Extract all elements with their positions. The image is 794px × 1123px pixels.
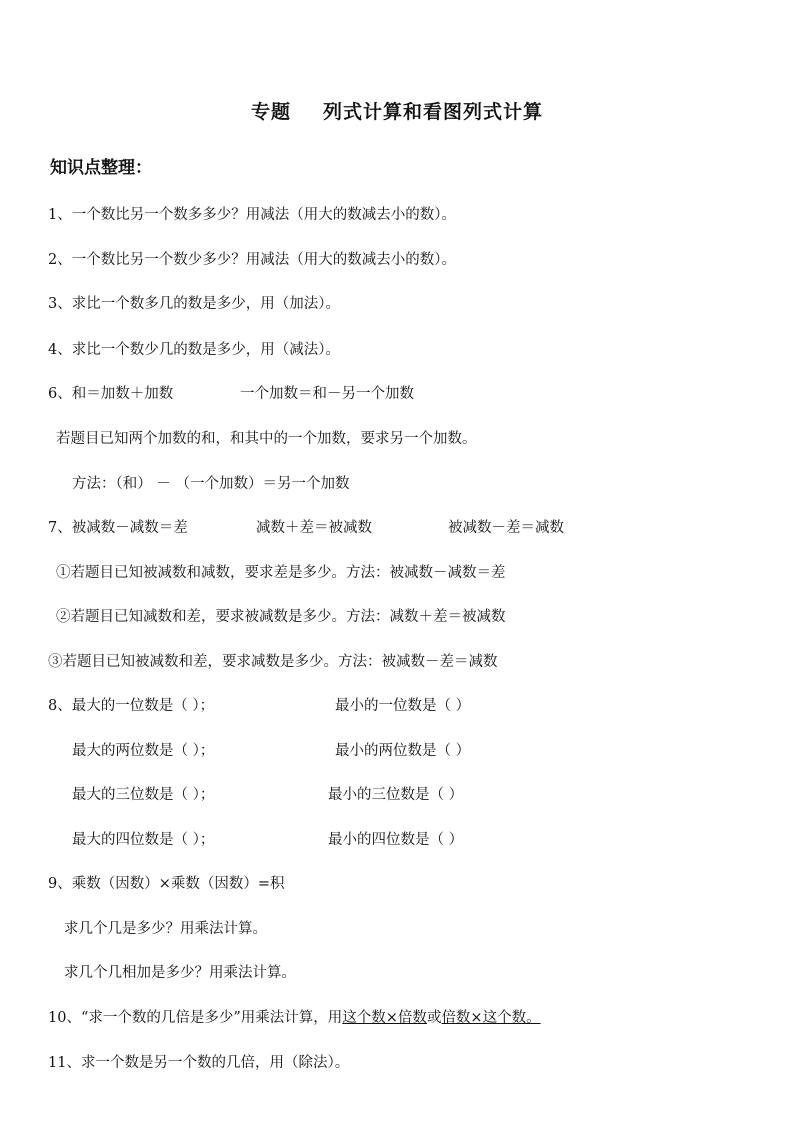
point-8-min-two-digit: 最小的两位数是（ ） <box>335 743 471 759</box>
point-9-rule-1: 求几个几是多少？用乘法计算。 <box>64 921 267 937</box>
point-8-min-three-digit: 最小的三位数是（ ） <box>328 787 464 803</box>
point-2: 2、一个数比另一个数少多少？用减法（用大的数减去小的数）。 <box>48 252 456 268</box>
point-7-case-2: ②若题目已知减数和差，要求被减数是多少。方法：减数＋差＝被减数 <box>56 609 506 625</box>
point-8-max-three-digit: 最大的三位数是（ ）； <box>72 787 215 803</box>
point-4: 4、求比一个数少几的数是多少，用（减法）。 <box>48 342 340 358</box>
point-8-max-two-digit: 最大的两位数是（ ）； <box>72 743 215 759</box>
title-main: 列式计算和看图列式计算 <box>323 101 544 123</box>
point-9-rule-2: 求几个几相加是多少？用乘法计算。 <box>64 965 296 981</box>
point-10-underlined-1: 这个数×倍数 <box>342 1010 427 1026</box>
point-8-min-one-digit: 最小的一位数是（ ） <box>335 698 471 714</box>
point-6-formula-2: 一个加数＝和－另一个加数 <box>240 386 414 402</box>
point-3: 3、求比一个数多几的数是多少，用（加法）。 <box>48 296 340 312</box>
point-1: 1、一个数比另一个数多多少？用减法（用大的数减去小的数）。 <box>48 207 456 223</box>
point-8-max-four-digit: 最大的四位数是（ ）； <box>72 832 215 848</box>
point-7-formula-1: 7、被减数－减数＝差 <box>48 520 188 536</box>
point-9-formula: 9、乘数（因数）×乘数（因数）=积 <box>48 876 285 892</box>
point-11: 11、求一个数是另一个数的几倍，用（除法）。 <box>48 1055 350 1071</box>
point-7-formula-2: 减数＋差＝被减数 <box>256 520 372 536</box>
point-6-formula-1: 6、和＝加数＋加数 <box>48 386 174 402</box>
point-6-method: 方法：（和） － （一个加数）＝另一个加数 <box>72 476 350 492</box>
point-7-case-1: ①若题目已知被减数和减数，要求差是多少。方法：被减数－减数＝差 <box>56 565 506 581</box>
point-7-formula-3: 被减数－差＝减数 <box>448 520 564 536</box>
point-10 <box>48 1006 541 1027</box>
section-heading: 知识点整理： <box>50 158 152 178</box>
point-7-case-3: ③若题目已知被减数和差，要求减数是多少。方法：被减数－差＝减数 <box>48 654 498 670</box>
point-10-text: 10、“求一个数的几倍是多少”用乘法计算，用 <box>48 1010 343 1026</box>
point-8-max-one-digit: 8、最大的一位数是（ ）； <box>48 698 215 714</box>
point-10-or: 或 <box>426 1010 442 1026</box>
point-6-condition: 若题目已知两个加数的和，和其中的一个加数，要求另一个加数。 <box>56 431 477 447</box>
page-title <box>0 97 794 124</box>
point-10-underlined-2: 倍数×这个数。 <box>441 1010 541 1026</box>
point-8-min-four-digit: 最小的四位数是（ ） <box>328 832 464 848</box>
title-prefix: 专题 <box>250 101 291 123</box>
